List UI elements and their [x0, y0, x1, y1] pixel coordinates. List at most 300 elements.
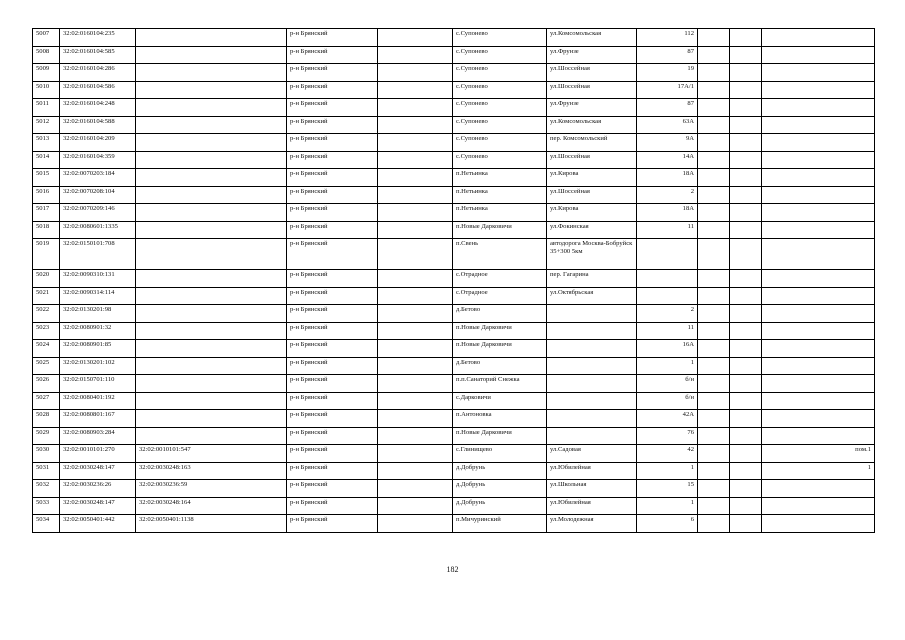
apartment-cell — [730, 305, 762, 323]
table-row — [33, 204, 875, 222]
parent-cadastral-number-cell — [136, 410, 287, 428]
street-cell: ул.Октябрьская — [547, 287, 637, 305]
cadastral-number-cell: 32:02:0030248:147 — [60, 497, 136, 515]
parent-cadastral-number-cell — [136, 340, 287, 358]
house-number-cell: 15 — [637, 480, 698, 498]
street-cell: автодорога Москва-Бобруйск 35+300 5км — [547, 239, 637, 270]
apartment-cell — [730, 221, 762, 239]
settlement-cell: п.Новые Дарковичи — [453, 340, 547, 358]
row-number-cell: 5028 — [33, 410, 60, 428]
empty-cell — [378, 357, 453, 375]
building-cell — [698, 81, 730, 99]
street-cell: ул.Комсомольская — [547, 116, 637, 134]
district-cell: р-н Брянский — [287, 287, 378, 305]
row-number-cell: 5023 — [33, 322, 60, 340]
empty-cell — [378, 99, 453, 117]
premises-cell — [762, 116, 875, 134]
street-cell: ул.Кирова — [547, 169, 637, 187]
district-cell: р-н Брянский — [287, 116, 378, 134]
empty-cell — [378, 340, 453, 358]
cadastral-number-cell: 32:02:0080401:192 — [60, 392, 136, 410]
street-cell — [547, 427, 637, 445]
registry-table — [32, 28, 875, 533]
cadastral-number-cell: 32:02:0160104:209 — [60, 134, 136, 152]
building-cell — [698, 116, 730, 134]
street-cell — [547, 392, 637, 410]
settlement-cell: с.Супонево — [453, 64, 547, 82]
cadastral-number-cell: 32:02:0080901:32 — [60, 322, 136, 340]
building-cell — [698, 497, 730, 515]
settlement-cell: п.п.Санаторий Снежка — [453, 375, 547, 393]
empty-cell — [378, 410, 453, 428]
table-row — [33, 497, 875, 515]
cadastral-number-cell: 32:02:0160104:248 — [60, 99, 136, 117]
table-row — [33, 186, 875, 204]
table-row — [33, 287, 875, 305]
empty-cell — [378, 116, 453, 134]
district-cell: р-н Брянский — [287, 427, 378, 445]
table-row — [33, 375, 875, 393]
street-cell: ул.Фрунзе — [547, 99, 637, 117]
house-number-cell: 9А — [637, 134, 698, 152]
house-number-cell: 14А — [637, 151, 698, 169]
empty-cell — [378, 480, 453, 498]
empty-cell — [378, 221, 453, 239]
street-cell: ул.Юбилейная — [547, 462, 637, 480]
house-number-cell — [637, 239, 698, 270]
building-cell — [698, 462, 730, 480]
house-number-cell: 42А — [637, 410, 698, 428]
apartment-cell — [730, 375, 762, 393]
building-cell — [698, 445, 730, 463]
cadastral-number-cell: 32:02:0160104:286 — [60, 64, 136, 82]
building-cell — [698, 134, 730, 152]
apartment-cell — [730, 515, 762, 533]
house-number-cell — [637, 287, 698, 305]
apartment-cell — [730, 480, 762, 498]
table-row — [33, 462, 875, 480]
premises-cell — [762, 151, 875, 169]
district-cell: р-н Брянский — [287, 462, 378, 480]
settlement-cell: с.Отрадное — [453, 270, 547, 288]
apartment-cell — [730, 462, 762, 480]
street-cell — [547, 322, 637, 340]
building-cell — [698, 357, 730, 375]
row-number-cell: 5029 — [33, 427, 60, 445]
apartment-cell — [730, 239, 762, 270]
parent-cadastral-number-cell — [136, 204, 287, 222]
house-number-cell: 1 — [637, 357, 698, 375]
parent-cadastral-number-cell — [136, 287, 287, 305]
cadastral-number-cell: 32:02:0160104:586 — [60, 81, 136, 99]
street-cell: ул.Фокинская — [547, 221, 637, 239]
apartment-cell — [730, 134, 762, 152]
settlement-cell: с.Супонево — [453, 46, 547, 64]
settlement-cell: с.Супонево — [453, 151, 547, 169]
building-cell — [698, 287, 730, 305]
house-number-cell: 11 — [637, 322, 698, 340]
district-cell: р-н Брянский — [287, 186, 378, 204]
parent-cadastral-number-cell — [136, 186, 287, 204]
cadastral-number-cell: 32:02:0030248:147 — [60, 462, 136, 480]
row-number-cell: 5033 — [33, 497, 60, 515]
row-number-cell: 5024 — [33, 340, 60, 358]
row-number-cell: 5030 — [33, 445, 60, 463]
cadastral-number-cell: 32:02:0130201:98 — [60, 305, 136, 323]
table-row — [33, 305, 875, 323]
street-cell: ул.Шоссейная — [547, 81, 637, 99]
district-cell: р-н Брянский — [287, 515, 378, 533]
district-cell: р-н Брянский — [287, 480, 378, 498]
street-cell: ул.Шоссейная — [547, 151, 637, 169]
cadastral-number-cell: 32:02:0130201:102 — [60, 357, 136, 375]
apartment-cell — [730, 392, 762, 410]
apartment-cell — [730, 340, 762, 358]
premises-cell — [762, 322, 875, 340]
premises-cell — [762, 340, 875, 358]
empty-cell — [378, 497, 453, 515]
district-cell: р-н Брянский — [287, 29, 378, 47]
parent-cadastral-number-cell: 32:02:0030236:59 — [136, 480, 287, 498]
street-cell — [547, 410, 637, 428]
settlement-cell: д.Добрунь — [453, 497, 547, 515]
empty-cell — [378, 427, 453, 445]
settlement-cell: п.Антоновка — [453, 410, 547, 428]
district-cell: р-н Брянский — [287, 239, 378, 270]
parent-cadastral-number-cell — [136, 375, 287, 393]
building-cell — [698, 46, 730, 64]
house-number-cell: 42 — [637, 445, 698, 463]
row-number-cell: 5026 — [33, 375, 60, 393]
empty-cell — [378, 81, 453, 99]
empty-cell — [378, 392, 453, 410]
table-row — [33, 410, 875, 428]
settlement-cell: д.Бетово — [453, 357, 547, 375]
street-cell: пер. Комсомольский — [547, 134, 637, 152]
cadastral-number-cell: 32:02:0080903:284 — [60, 427, 136, 445]
building-cell — [698, 239, 730, 270]
district-cell: р-н Брянский — [287, 46, 378, 64]
parent-cadastral-number-cell: 32:02:0010101:547 — [136, 445, 287, 463]
house-number-cell: 11 — [637, 221, 698, 239]
empty-cell — [378, 29, 453, 47]
table-row — [33, 445, 875, 463]
house-number-cell: 18А — [637, 204, 698, 222]
cadastral-number-cell: 32:02:0160104:235 — [60, 29, 136, 47]
table-row — [33, 169, 875, 187]
cadastral-number-cell: 32:02:0050401:442 — [60, 515, 136, 533]
settlement-cell: п.Новые Дарковичи — [453, 221, 547, 239]
empty-cell — [378, 239, 453, 270]
street-cell: ул.Школьная — [547, 480, 637, 498]
table-body — [33, 29, 875, 533]
premises-cell: пом.1 — [762, 445, 875, 463]
table-row — [33, 151, 875, 169]
row-number-cell: 5025 — [33, 357, 60, 375]
cadastral-number-cell: 32:02:0010101:270 — [60, 445, 136, 463]
premises-cell — [762, 186, 875, 204]
district-cell: р-н Брянский — [287, 169, 378, 187]
cadastral-number-cell: 32:02:0090310:131 — [60, 270, 136, 288]
building-cell — [698, 64, 730, 82]
empty-cell — [378, 186, 453, 204]
building-cell — [698, 270, 730, 288]
district-cell: р-н Брянский — [287, 221, 378, 239]
apartment-cell — [730, 64, 762, 82]
row-number-cell: 5022 — [33, 305, 60, 323]
district-cell: р-н Брянский — [287, 151, 378, 169]
house-number-cell: 16А — [637, 340, 698, 358]
row-number-cell: 5014 — [33, 151, 60, 169]
parent-cadastral-number-cell — [136, 322, 287, 340]
table-row — [33, 134, 875, 152]
cadastral-number-cell: 32:02:0080901:85 — [60, 340, 136, 358]
parent-cadastral-number-cell — [136, 305, 287, 323]
premises-cell — [762, 81, 875, 99]
district-cell: р-н Брянский — [287, 270, 378, 288]
settlement-cell: д.Добрунь — [453, 480, 547, 498]
settlement-cell: с.Глинищево — [453, 445, 547, 463]
street-cell: ул.Юбилейная — [547, 497, 637, 515]
house-number-cell: 63А — [637, 116, 698, 134]
apartment-cell — [730, 29, 762, 47]
parent-cadastral-number-cell — [136, 270, 287, 288]
table-row — [33, 427, 875, 445]
settlement-cell: д.Добрунь — [453, 462, 547, 480]
cadastral-number-cell: 32:02:0160104:588 — [60, 116, 136, 134]
premises-cell — [762, 480, 875, 498]
street-cell — [547, 357, 637, 375]
street-cell: ул.Молодежная — [547, 515, 637, 533]
premises-cell — [762, 515, 875, 533]
district-cell: р-н Брянский — [287, 445, 378, 463]
parent-cadastral-number-cell — [136, 99, 287, 117]
row-number-cell: 5018 — [33, 221, 60, 239]
house-number-cell: 87 — [637, 46, 698, 64]
row-number-cell: 5012 — [33, 116, 60, 134]
district-cell: р-н Брянский — [287, 204, 378, 222]
table-row — [33, 515, 875, 533]
building-cell — [698, 480, 730, 498]
house-number-cell: 112 — [637, 29, 698, 47]
parent-cadastral-number-cell — [136, 239, 287, 270]
house-number-cell: 76 — [637, 427, 698, 445]
empty-cell — [378, 64, 453, 82]
parent-cadastral-number-cell — [136, 427, 287, 445]
house-number-cell: 2 — [637, 305, 698, 323]
premises-cell — [762, 99, 875, 117]
row-number-cell: 5017 — [33, 204, 60, 222]
premises-cell — [762, 134, 875, 152]
table-row — [33, 270, 875, 288]
building-cell — [698, 410, 730, 428]
apartment-cell — [730, 322, 762, 340]
building-cell — [698, 221, 730, 239]
settlement-cell: п.Мичуринский — [453, 515, 547, 533]
premises-cell — [762, 375, 875, 393]
house-number-cell: 1 — [637, 497, 698, 515]
empty-cell — [378, 46, 453, 64]
apartment-cell — [730, 169, 762, 187]
empty-cell — [378, 134, 453, 152]
apartment-cell — [730, 270, 762, 288]
parent-cadastral-number-cell — [136, 64, 287, 82]
building-cell — [698, 392, 730, 410]
district-cell: р-н Брянский — [287, 99, 378, 117]
district-cell: р-н Брянский — [287, 64, 378, 82]
cadastral-number-cell: 32:02:0080801:167 — [60, 410, 136, 428]
premises-cell — [762, 392, 875, 410]
house-number-cell: б/н — [637, 392, 698, 410]
apartment-cell — [730, 204, 762, 222]
house-number-cell: 19 — [637, 64, 698, 82]
settlement-cell: д.Бетово — [453, 305, 547, 323]
house-number-cell: 2 — [637, 186, 698, 204]
row-number-cell: 5009 — [33, 64, 60, 82]
street-cell — [547, 375, 637, 393]
premises-cell — [762, 46, 875, 64]
parent-cadastral-number-cell — [136, 151, 287, 169]
row-number-cell: 5034 — [33, 515, 60, 533]
empty-cell — [378, 151, 453, 169]
premises-cell — [762, 410, 875, 428]
premises-cell — [762, 239, 875, 270]
parent-cadastral-number-cell — [136, 169, 287, 187]
table-row — [33, 221, 875, 239]
building-cell — [698, 186, 730, 204]
table-row — [33, 29, 875, 47]
row-number-cell: 5020 — [33, 270, 60, 288]
settlement-cell: с.Супонево — [453, 134, 547, 152]
apartment-cell — [730, 99, 762, 117]
house-number-cell: 17А/1 — [637, 81, 698, 99]
apartment-cell — [730, 46, 762, 64]
district-cell: р-н Брянский — [287, 392, 378, 410]
table-row — [33, 116, 875, 134]
row-number-cell: 5008 — [33, 46, 60, 64]
street-cell: ул.Комсомольская — [547, 29, 637, 47]
parent-cadastral-number-cell — [136, 116, 287, 134]
row-number-cell: 5021 — [33, 287, 60, 305]
district-cell: р-н Брянский — [287, 305, 378, 323]
table-row — [33, 46, 875, 64]
street-cell: ул.Шоссейная — [547, 186, 637, 204]
row-number-cell: 5010 — [33, 81, 60, 99]
apartment-cell — [730, 81, 762, 99]
street-cell: ул.Фрунзе — [547, 46, 637, 64]
premises-cell — [762, 287, 875, 305]
premises-cell — [762, 64, 875, 82]
district-cell: р-н Брянский — [287, 497, 378, 515]
cadastral-number-cell: 32:02:0160104:359 — [60, 151, 136, 169]
house-number-cell: 6 — [637, 515, 698, 533]
page-number: 182 — [446, 565, 459, 574]
apartment-cell — [730, 427, 762, 445]
premises-cell — [762, 305, 875, 323]
settlement-cell: п.Новые Дарковичи — [453, 427, 547, 445]
apartment-cell — [730, 445, 762, 463]
building-cell — [698, 204, 730, 222]
row-number-cell: 5016 — [33, 186, 60, 204]
parent-cadastral-number-cell — [136, 357, 287, 375]
building-cell — [698, 99, 730, 117]
row-number-cell: 5031 — [33, 462, 60, 480]
settlement-cell: с.Супонево — [453, 99, 547, 117]
house-number-cell: 87 — [637, 99, 698, 117]
empty-cell — [378, 270, 453, 288]
cadastral-number-cell: 32:02:0160104:585 — [60, 46, 136, 64]
settlement-cell: п.Нетьинка — [453, 186, 547, 204]
parent-cadastral-number-cell: 32:02:0030248:164 — [136, 497, 287, 515]
row-number-cell: 5027 — [33, 392, 60, 410]
district-cell: р-н Брянский — [287, 322, 378, 340]
premises-cell — [762, 169, 875, 187]
apartment-cell — [730, 186, 762, 204]
street-cell — [547, 305, 637, 323]
street-cell: ул.Садовая — [547, 445, 637, 463]
empty-cell — [378, 322, 453, 340]
apartment-cell — [730, 116, 762, 134]
cadastral-number-cell: 32:02:0070203:184 — [60, 169, 136, 187]
empty-cell — [378, 375, 453, 393]
apartment-cell — [730, 151, 762, 169]
table-row — [33, 392, 875, 410]
district-cell: р-н Брянский — [287, 357, 378, 375]
building-cell — [698, 322, 730, 340]
street-cell: ул.Кирова — [547, 204, 637, 222]
premises-cell — [762, 497, 875, 515]
cadastral-number-cell: 32:02:0030236:26 — [60, 480, 136, 498]
building-cell — [698, 427, 730, 445]
parent-cadastral-number-cell — [136, 46, 287, 64]
street-cell: ул.Шоссейная — [547, 64, 637, 82]
premises-cell — [762, 427, 875, 445]
empty-cell — [378, 169, 453, 187]
premises-cell — [762, 270, 875, 288]
house-number-cell — [637, 270, 698, 288]
row-number-cell: 5013 — [33, 134, 60, 152]
settlement-cell: с.Супонево — [453, 116, 547, 134]
cadastral-number-cell: 32:02:0150101:708 — [60, 239, 136, 270]
street-cell — [547, 340, 637, 358]
settlement-cell: п.Свень — [453, 239, 547, 270]
apartment-cell — [730, 357, 762, 375]
table-row — [33, 239, 875, 270]
table-row — [33, 81, 875, 99]
settlement-cell: п.Нетьинка — [453, 169, 547, 187]
settlement-cell: с.Супонево — [453, 29, 547, 47]
cadastral-number-cell: 32:02:0150701:110 — [60, 375, 136, 393]
settlement-cell: п.Нетьинка — [453, 204, 547, 222]
house-number-cell: 18А — [637, 169, 698, 187]
building-cell — [698, 375, 730, 393]
row-number-cell: 5007 — [33, 29, 60, 47]
parent-cadastral-number-cell: 32:02:0050401:1138 — [136, 515, 287, 533]
table-row — [33, 322, 875, 340]
parent-cadastral-number-cell — [136, 134, 287, 152]
parent-cadastral-number-cell — [136, 392, 287, 410]
row-number-cell: 5019 — [33, 239, 60, 270]
empty-cell — [378, 204, 453, 222]
apartment-cell — [730, 287, 762, 305]
cadastral-number-cell: 32:02:0070208:104 — [60, 186, 136, 204]
table-row — [33, 357, 875, 375]
empty-cell — [378, 462, 453, 480]
empty-cell — [378, 445, 453, 463]
district-cell: р-н Брянский — [287, 410, 378, 428]
apartment-cell — [730, 410, 762, 428]
premises-cell — [762, 204, 875, 222]
